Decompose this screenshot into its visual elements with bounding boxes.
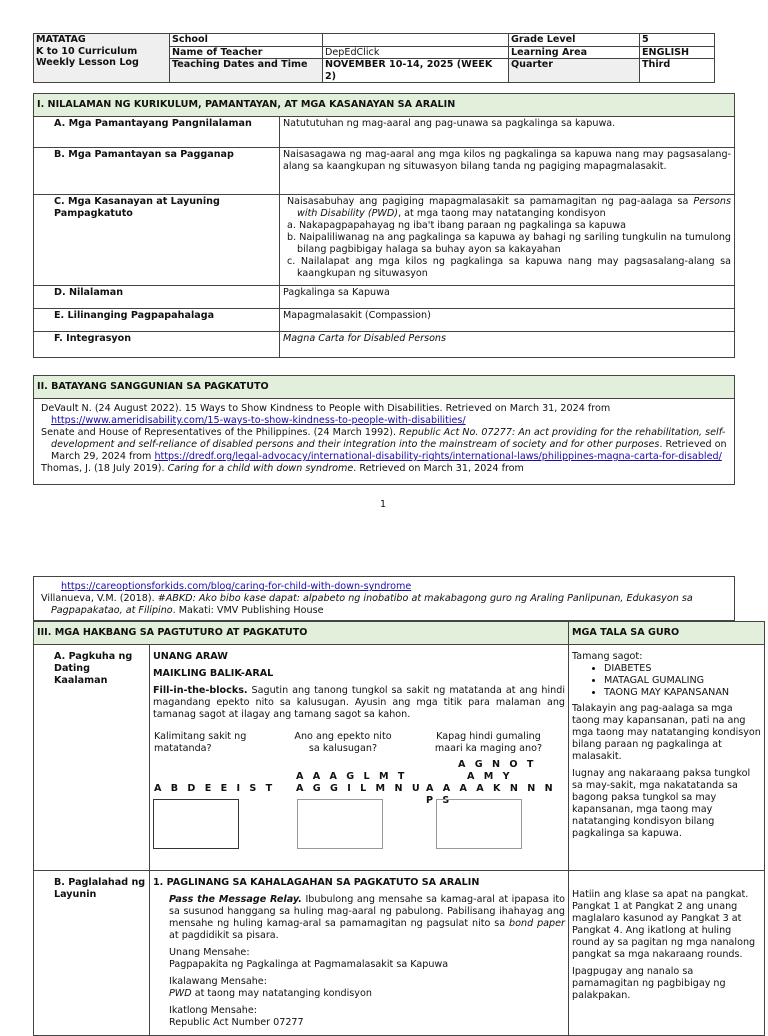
org-line: MATATAG (36, 34, 86, 45)
row-value: Pagkalinga sa Kapuwa (280, 286, 735, 309)
text: at taong may natatanging kondisyon (191, 988, 372, 999)
text: Unang Mensahe: (169, 947, 250, 958)
list-item: a. Nakapagpapahayag ng iba't ibang paraan ng pagkalinga sa kapuwa (287, 220, 626, 231)
review-heading: MAIKLING BALIK-ARAL (153, 668, 274, 679)
list-item: b. Naipaliliwanag na ang pagkalinga sa kapuwa ay bahagi ng sariling tungkulin na tumulong bilang pagbibigay halaga sa buhay ayon sa kakayahan (287, 232, 731, 255)
area-value: ENGLISH (640, 46, 715, 59)
answer-box[interactable] (436, 799, 522, 849)
text: Republic Act No. 07277: An act providing for the rehabilitation, self-development and self-reliance of disabled persons and their integration into the mainstream of society and for other purposes (51, 427, 726, 450)
row-value (280, 195, 735, 286)
text: DeVault N. (24 August 2022). 15 Ways to Show Kindness to People with Disabilities. Retrieved on March 31, 2024 from (41, 403, 611, 414)
references (34, 399, 735, 485)
reference-link[interactable]: https://careoptionsforkids.com/blog/caring-for-child-with-down-syndrome (61, 581, 412, 592)
text: Naisasabuhay ang pagiging mapagmalasakit sa pamamagitan ng pag-aalaga sa (287, 196, 694, 207)
text: Senate and House of Representatives of the Philippines. (24 March 1992). (41, 427, 400, 438)
scrambled-letters: A G N O T (458, 759, 537, 770)
notes-a (569, 645, 765, 871)
row-label: D. Nilalaman (34, 286, 280, 309)
row-label: B. Paglalahad ng Layunin (34, 871, 150, 1036)
row-value: Natututuhan ng mag-aaral ang pag-unawa sa pagkalinga sa kapuwa. (280, 117, 735, 148)
scrambled-letters: A A A A K N N N P S (426, 783, 556, 806)
row-label: A. Pagkuha ng Dating Kaalaman (34, 645, 150, 871)
day-heading: UNANG ARAW (153, 651, 228, 662)
header-table (33, 33, 715, 83)
row-value: Naisasagawa ng mag-aaral ang mga kilos ng pagkalinga sa kapuwa nang may pagsasalang-alang sa kaangkupan ng situwasyon bilang tanda ng pagiging mapagmalasakit. (280, 148, 735, 195)
page-number: 1 (380, 499, 387, 510)
text: Persons with Disability (PWD) (297, 196, 731, 219)
text: Ibubulong ang mensahe sa kamag-aral at ipapasa ito sa susunod hanggang sa huling mag-aaral ng pabulong. Pabilisang ihahayag ang mensahe ng huling kamag-aral sa pamamagitan ng pagsulat nito sa (169, 894, 565, 929)
section2-table (33, 375, 735, 485)
text: . Retrieved on March 31, 2024 from (353, 463, 524, 474)
org-title (34, 34, 170, 83)
row-value: Mapagmalasakit (Compassion) (280, 309, 735, 332)
section2-title: II. BATAYANG SANGGUNIAN SA PAGKATUTO (34, 376, 735, 399)
scrambled-letters: A M Y (467, 771, 513, 782)
grade-label: Grade Level (509, 34, 640, 47)
reference-link[interactable]: https://dredf.org/legal-advocacy/international-disability-rights/international-laws/philippines-magna-carta-for-disabled/ (154, 451, 722, 462)
text: Fill-in-the-blocks. (153, 685, 248, 696)
activity-b (150, 871, 569, 1036)
grade-value: 5 (640, 34, 715, 47)
dates-value: NOVEMBER 10-14, 2025 (WEEK 2) (323, 59, 509, 83)
text: , at mga taong may natatanging kondisyon (398, 208, 606, 219)
reference-link[interactable]: https://www.ameridisability.com/15-ways-to-show-kindness-to-people-with-disabilities/ (51, 415, 466, 426)
row-value (280, 332, 735, 358)
text: Tamang sagot: (572, 651, 643, 662)
scrambled-letters: A G G I L M N U (296, 783, 423, 794)
quarter-label: Quarter (509, 59, 640, 83)
note: Hatiin ang klase sa apat na pangkat. Pangkat 1 at Pangkat 2 ang unang maglalaro kasunod ay Pangkat 3 at Pangkat 4. Ang ikatlong at huling round ay sa pagitan ng mga nanalong pangkat sa mga nakaraang rounds. (572, 889, 756, 960)
text: bond paper (509, 918, 565, 929)
row-label: B. Mga Pamantayan sa Pagganap (34, 148, 280, 195)
answer-list (572, 663, 761, 699)
list-item: • DIABETES (604, 663, 761, 675)
text: Thomas, J. (18 July 2019). (41, 463, 168, 474)
text: . Retrieved on March 29, 2024 from (51, 439, 727, 462)
org-line: K to 10 Curriculum (36, 45, 138, 57)
text: PWD (169, 988, 192, 999)
answer-box[interactable] (297, 799, 383, 849)
activity-heading: 1. PAGLINANG SA KAHALAGAHAN SA PAGKATUTO SA ARALIN (153, 877, 480, 888)
school-label: School (170, 34, 323, 47)
row-label: F. Integrasyon (34, 332, 280, 358)
text: Caring for a child with down syndrome (167, 463, 354, 474)
note: Iugnay ang nakaraang paksa tungkol sa may-sakit, mga nakatatanda sa bagong paksa tungkol sa may kapansanan, mga taong may natatanging kondisyon bilang pagkalinga sa kapuwa. (572, 768, 751, 839)
list-item: c. Nailalapat ang mga kilos ng pagkalinga sa kapuwa nang may pagsasalang-alang sa kaangkupan ng situwasyon (287, 256, 731, 279)
references (34, 577, 735, 621)
question-3: Kapag hindi gumaling maari ka maging ano? (434, 731, 543, 754)
quarter-value: Third (640, 59, 715, 83)
list-item: • MATAGAL GUMALING (604, 675, 761, 687)
list-item: • TAONG MAY KAPANSANAN (604, 687, 761, 699)
note: Ipagpugay ang nanalo sa pamamagitan ng pagbibigay ng palakpakan. (572, 966, 726, 1001)
text: #ABKD: Ako bibo kase dapat: alpabeto ng inobatibo at makabagong guro ng Araling Panlipunan, Edukasyon sa Pagpapakatao, at Filipino (51, 593, 693, 616)
text: Magna Carta for Disabled Persons (283, 333, 447, 344)
text: at pagdidikit sa pisara. (169, 930, 279, 941)
row-label: C. Mga Kasanayan at Layuning Pampagkatuto (34, 195, 280, 286)
activity-a (150, 645, 569, 871)
references-continued (33, 576, 735, 621)
text: Ikalawang Mensahe: (169, 976, 267, 987)
section3-title: III. MGA HAKBANG SA PAGTUTURO AT PAGKATUTO (34, 622, 569, 645)
teacher-value: DepEdClick (323, 46, 509, 59)
section1-table (33, 93, 735, 358)
row-label: A. Mga Pamantayang Pangnilalaman (34, 117, 280, 148)
text: Villanueva, V.M. (2018). (41, 593, 158, 604)
teacher-label: Name of Teacher (170, 46, 323, 59)
area-label: Learning Area (509, 46, 640, 59)
scrambled-letters: A B D E E I S T (154, 783, 276, 794)
dates-label: Teaching Dates and Time (170, 59, 323, 83)
text: Ikatlong Mensahe: (169, 1005, 257, 1016)
text: Sagutin ang tanong tungkol sa sakit ng matatanda at ang hindi magandang epekto nito sa kalusugan. Ayusin ang mga titik para malaman ang tamanag sagot at ilagay ang tamang sagot sa kahon. (153, 685, 565, 720)
text: Republic Act Number 07277 (169, 1017, 304, 1028)
text: Pass the Message Relay. (169, 894, 302, 905)
school-value (323, 34, 509, 47)
section1-title: I. NILALAMAN NG KURIKULUM, PAMANTAYAN, AT MGA KASANAYAN SA ARALIN (34, 94, 735, 117)
question-2: Ano ang epekto nito sa kalusugan? (294, 731, 392, 754)
answer-box[interactable] (153, 799, 239, 849)
org-line: Weekly Lesson Log (36, 57, 139, 68)
notes-b (569, 871, 765, 1036)
note: Talakayin ang pag-aalaga sa mga taong may kapansanan, pati na ang mga taong may natatanging kondisyon bilang paraan ng pagkalinga at malasakit. (572, 703, 761, 762)
row-label: E. Lilinanging Pagpapahalaga (34, 309, 280, 332)
text: . Makati: VMV Publishing House (172, 605, 324, 616)
section3-table (33, 621, 765, 1036)
notes-title: MGA TALA SA GURO (569, 622, 765, 645)
scrambled-letters: A A A G L M T (296, 771, 408, 782)
text: Pagpapakita ng Pagkalinga at Pagmamalasakit sa Kapuwa (169, 959, 449, 970)
question-1: Kalimitang sakit ng matatanda? (154, 731, 247, 754)
